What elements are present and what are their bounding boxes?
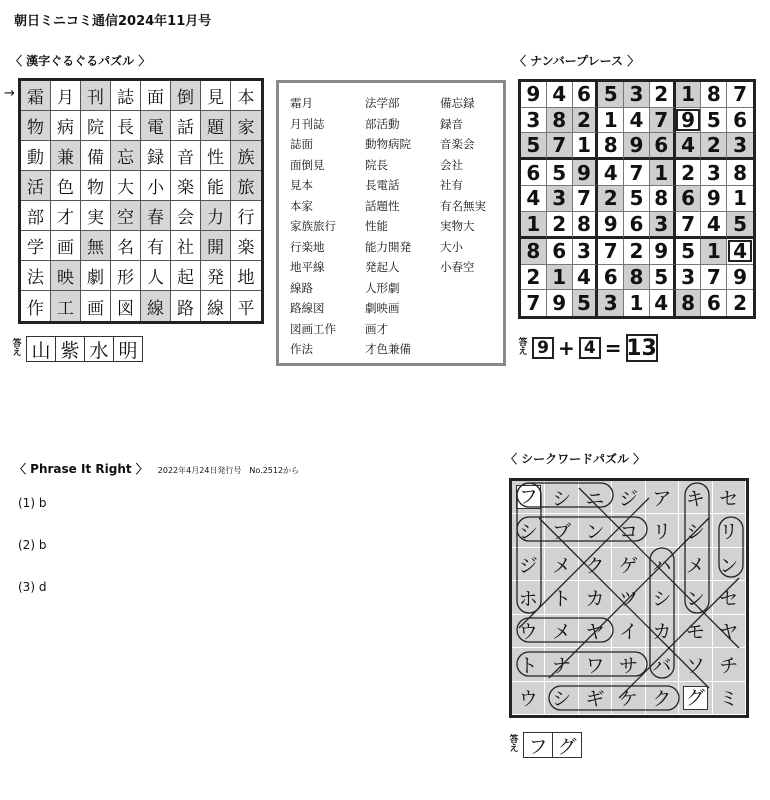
seek-word-cell: コ <box>612 514 645 547</box>
seek-word-circles <box>509 478 749 718</box>
kanji-cell: 電 <box>141 111 171 141</box>
word-list-item: 有名無実 <box>440 198 486 213</box>
kanji-cell: 話 <box>171 111 201 141</box>
kanji-cell: 有 <box>141 231 171 261</box>
kanji-cell: 名 <box>111 231 141 261</box>
sudoku-cell: 5 <box>547 160 573 186</box>
word-list-item: 月刊誌 <box>290 116 325 131</box>
seek-word-cell: ン <box>579 514 612 547</box>
seek-word-cell: シ <box>646 581 679 614</box>
kanji-cell: 春 <box>141 201 171 231</box>
sudoku-cell: 9 <box>521 82 547 108</box>
sudoku-cell: 6 <box>701 290 727 316</box>
kanji-cell: 会 <box>171 201 201 231</box>
kanji-cell: 工 <box>51 291 81 321</box>
kanji-cell: 倒 <box>171 81 201 111</box>
sudoku-cell: 4 <box>701 212 727 239</box>
sudoku-cell: 5 <box>624 186 650 212</box>
number-place-title: 〈 ナンバープレース 〉 <box>514 54 640 68</box>
seek-word-cell: ニ <box>579 481 612 514</box>
answer-label: 答え <box>518 338 528 357</box>
kanji-cell: 兼 <box>51 141 81 171</box>
answer-box: 明 <box>113 336 143 362</box>
equals-sign: = <box>604 336 622 360</box>
seek-word-cell: メ <box>679 548 712 581</box>
sudoku-cell: 5 <box>727 212 753 239</box>
kanji-cell: 人 <box>141 261 171 291</box>
seek-word-cell: バ <box>646 648 679 681</box>
word-list-item: 見本 <box>290 178 313 192</box>
seek-word-cell: ン <box>679 581 712 614</box>
kanji-cell: 物 <box>81 171 111 201</box>
sudoku-cell: 5 <box>701 108 727 134</box>
seek-word-cell: カ <box>579 581 612 614</box>
sudoku-cell: 5 <box>598 82 624 108</box>
kanji-cell: 大 <box>111 171 141 201</box>
seek-word-cell: ジ <box>512 548 545 581</box>
sudoku-boxed-digit: 4 <box>728 240 752 262</box>
sudoku-cell: 2 <box>676 160 702 186</box>
sudoku-cell: 1 <box>573 133 599 160</box>
kanji-cell: 小 <box>141 171 171 201</box>
sudoku-cell: 6 <box>727 108 753 134</box>
sudoku-cell: 1 <box>521 212 547 239</box>
seek-word-cell: シ <box>512 514 545 547</box>
word-circle <box>517 483 613 507</box>
answer-box: 紫 <box>55 336 85 362</box>
kanji-cell: 開 <box>201 231 231 261</box>
sudoku-cell: 8 <box>650 186 676 212</box>
sudoku-cell: 7 <box>598 239 624 265</box>
sudoku-grid <box>518 79 756 319</box>
kanji-cell: 長 <box>111 111 141 141</box>
sudoku-cell: 8 <box>547 108 573 134</box>
word-list-item: 図画工作 <box>290 321 336 336</box>
sudoku-cell: 8 <box>727 160 753 186</box>
word-list-column-3 <box>440 93 486 278</box>
answer-box: グ <box>552 732 582 758</box>
kanji-puzzle-title: 〈 漢字ぐるぐるパズル 〉 <box>10 54 151 68</box>
sudoku-cell <box>727 239 753 265</box>
kanji-cell: 無 <box>81 231 111 261</box>
kanji-cell: 形 <box>111 261 141 291</box>
sudoku-cell: 1 <box>676 82 702 108</box>
sudoku-cell: 9 <box>650 239 676 265</box>
answer-box: 山 <box>26 336 56 362</box>
sudoku-cell: 4 <box>547 82 573 108</box>
sudoku-cell: 2 <box>521 265 547 291</box>
seek-word-cell: ト <box>512 648 545 681</box>
word-list-item: 録音 <box>440 116 463 131</box>
answer-label: 答え <box>509 735 519 754</box>
sudoku-cell: 7 <box>727 82 753 108</box>
kanji-answer <box>12 336 142 362</box>
answer-result: 13 <box>626 335 657 361</box>
sudoku-cell: 7 <box>573 186 599 212</box>
sudoku-cell: 1 <box>701 239 727 265</box>
sudoku-cell: 3 <box>650 212 676 239</box>
sudoku-cell: 7 <box>650 108 676 134</box>
seek-word-cell: ハ <box>646 548 679 581</box>
seek-word-cell: ケ <box>612 682 645 715</box>
answer-box: フ <box>523 732 553 758</box>
seek-word-cell: サ <box>612 648 645 681</box>
word-list-column-1 <box>290 93 336 360</box>
sudoku-cell: 9 <box>598 212 624 239</box>
seek-word-cell: ブ <box>545 514 578 547</box>
word-circle <box>517 483 541 613</box>
kanji-cell: 図 <box>111 291 141 321</box>
sudoku-cell: 6 <box>598 265 624 291</box>
sudoku-cell: 1 <box>547 265 573 291</box>
kanji-cell: 楽 <box>231 231 261 261</box>
sudoku-cell: 3 <box>624 82 650 108</box>
seek-word-cell: イ <box>612 615 645 648</box>
sudoku-cell: 9 <box>573 160 599 186</box>
seek-word-cell: ホ <box>512 581 545 614</box>
kanji-cell: 画 <box>51 231 81 261</box>
seek-word-cell: ジ <box>612 481 645 514</box>
sudoku-cell: 6 <box>676 186 702 212</box>
sudoku-cell: 4 <box>573 265 599 291</box>
sudoku-cell: 2 <box>547 212 573 239</box>
word-circle <box>719 517 743 577</box>
seek-word-cell: リ <box>646 514 679 547</box>
seek-word-cell: ウ <box>512 615 545 648</box>
seek-word-cell: ゲ <box>612 548 645 581</box>
seek-word-cell: カ <box>646 615 679 648</box>
sudoku-cell: 8 <box>701 82 727 108</box>
sudoku-cell: 1 <box>598 108 624 134</box>
word-list-item: 人形劇 <box>365 280 400 295</box>
kanji-cell: 力 <box>201 201 231 231</box>
sudoku-cell: 1 <box>727 186 753 212</box>
kanji-cell: 活 <box>21 171 51 201</box>
sudoku-cell: 6 <box>547 239 573 265</box>
kanji-cell: 録 <box>141 141 171 171</box>
word-list-item: 発起人 <box>365 260 400 274</box>
sudoku-cell: 9 <box>701 186 727 212</box>
sudoku-cell: 4 <box>521 186 547 212</box>
kanji-cell: 学 <box>21 231 51 261</box>
word-list-item: 社有 <box>440 178 463 192</box>
sudoku-cell: 5 <box>573 290 599 316</box>
word-list-item: 部活動 <box>365 116 400 131</box>
sudoku-cell: 2 <box>624 239 650 265</box>
phrase-source: 2022年4月24日発行号 No.2512から <box>157 466 300 475</box>
kanji-cell: 劇 <box>81 261 111 291</box>
kanji-cell: 社 <box>171 231 201 261</box>
seek-word-answer <box>509 732 581 758</box>
word-list-column-2 <box>365 93 411 360</box>
sudoku-cell: 4 <box>598 160 624 186</box>
sudoku-cell: 1 <box>624 290 650 316</box>
number-place-answer <box>518 334 658 362</box>
kanji-cell: 家 <box>231 111 261 141</box>
word-list-item: 家族旅行 <box>290 219 336 233</box>
sudoku-cell: 9 <box>727 265 753 291</box>
seek-word-cell: ク <box>646 682 679 715</box>
phrase-answer-2: (2) b <box>18 538 47 552</box>
kanji-cell: 色 <box>51 171 81 201</box>
sudoku-cell: 6 <box>650 133 676 160</box>
sudoku-cell: 2 <box>650 82 676 108</box>
sudoku-cell: 8 <box>573 212 599 239</box>
word-list-item: 会社 <box>440 157 463 172</box>
kanji-cell: 法 <box>21 261 51 291</box>
seek-word-cell: ウ <box>512 682 545 715</box>
seek-word-cell: シ <box>545 481 578 514</box>
kanji-cell: 誌 <box>111 81 141 111</box>
sudoku-cell: 9 <box>547 290 573 316</box>
kanji-cell: 線 <box>201 291 231 321</box>
seek-word-cell: モ <box>679 615 712 648</box>
sudoku-cell: 3 <box>701 160 727 186</box>
word-circle <box>650 548 674 678</box>
diagonal-mark <box>619 578 739 698</box>
answer-box: 水 <box>84 336 114 362</box>
kanji-cell: 題 <box>201 111 231 141</box>
sudoku-cell: 3 <box>676 265 702 291</box>
seek-word-cell: リ <box>713 514 746 547</box>
kanji-cell: 動 <box>21 141 51 171</box>
kanji-grid <box>18 78 264 324</box>
start-arrow-icon: → <box>4 86 15 101</box>
word-list-item: 実物大 <box>440 219 475 233</box>
phrase-answer-1: (1) b <box>18 496 47 510</box>
sudoku-cell: 8 <box>521 239 547 265</box>
sudoku-cell: 1 <box>650 160 676 186</box>
kanji-cell: 能 <box>201 171 231 201</box>
word-circle <box>517 652 647 676</box>
sudoku-cell <box>676 108 702 134</box>
kanji-cell: 行 <box>231 201 261 231</box>
word-list-item: 画才 <box>365 321 388 336</box>
word-list-item: 面倒見 <box>290 157 325 172</box>
kanji-answer-boxes <box>26 336 142 362</box>
kanji-cell: 備 <box>81 141 111 171</box>
sudoku-cell: 3 <box>547 186 573 212</box>
answer-digit-a: 9 <box>532 337 554 359</box>
seek-word-cell: ミ <box>713 682 746 715</box>
page-title: 朝日ミニコミ通信2024年11月号 <box>14 14 212 29</box>
word-list-item: 性能 <box>365 219 388 233</box>
seek-word-cell: ク <box>579 548 612 581</box>
word-list-item: 才色兼備 <box>365 342 411 356</box>
seek-word-cell: ト <box>545 581 578 614</box>
seek-word-cell: ナ <box>545 648 578 681</box>
sudoku-cell: 3 <box>521 108 547 134</box>
phrase-title: 〈 Phrase It Right 〉 <box>14 462 148 476</box>
kanji-cell: 地 <box>231 261 261 291</box>
word-list-item: 行楽地 <box>290 239 325 254</box>
word-circle <box>685 483 709 613</box>
sudoku-cell: 7 <box>701 265 727 291</box>
kanji-cell: 楽 <box>171 171 201 201</box>
answer-digit-b: 4 <box>579 337 601 359</box>
seek-word-cell: シ <box>679 514 712 547</box>
sudoku-cell: 3 <box>573 239 599 265</box>
seek-word-cell: メ <box>545 548 578 581</box>
word-list-box <box>276 80 506 366</box>
seek-word-cell: ン <box>713 548 746 581</box>
seek-word-cell: ヤ <box>713 615 746 648</box>
word-list-item: 長電話 <box>365 178 400 192</box>
kanji-cell: 族 <box>231 141 261 171</box>
kanji-cell: 音 <box>171 141 201 171</box>
plus-sign: + <box>558 336 575 360</box>
kanji-cell: 空 <box>111 201 141 231</box>
kanji-cell: 映 <box>51 261 81 291</box>
seek-word-cell: ギ <box>579 682 612 715</box>
sudoku-cell: 5 <box>650 265 676 291</box>
sudoku-cell: 9 <box>624 133 650 160</box>
kanji-cell: 院 <box>81 111 111 141</box>
seek-word-cell: セ <box>713 481 746 514</box>
sudoku-cell: 8 <box>624 265 650 291</box>
sudoku-cell: 6 <box>624 212 650 239</box>
sudoku-cell: 6 <box>573 82 599 108</box>
seek-word-cell: ソ <box>679 648 712 681</box>
word-list-item: 備忘録 <box>440 96 475 110</box>
answer-label: 答え <box>12 339 22 358</box>
word-list-item: 霜月 <box>290 96 313 110</box>
kanji-cell: 忘 <box>111 141 141 171</box>
sudoku-cell: 7 <box>521 290 547 316</box>
seek-word-cell: ヤ <box>579 615 612 648</box>
kanji-cell: 発 <box>201 261 231 291</box>
kanji-cell: 才 <box>51 201 81 231</box>
seek-word-cell: キ <box>679 481 712 514</box>
seek-word-highlight-letter: フ <box>516 485 541 509</box>
sudoku-cell: 7 <box>547 133 573 160</box>
kanji-cell: 本 <box>231 81 261 111</box>
sudoku-cell: 5 <box>521 133 547 160</box>
sudoku-cell: 3 <box>598 290 624 316</box>
word-list-item: 小春空 <box>440 260 475 274</box>
seek-word-cell: シ <box>545 682 578 715</box>
seek-word-cell: セ <box>713 581 746 614</box>
kanji-cell: 起 <box>171 261 201 291</box>
word-list-item: 法学部 <box>365 96 400 110</box>
word-list-item: 劇映画 <box>365 301 400 315</box>
sudoku-cell: 2 <box>733 291 748 316</box>
sudoku-cell: 3 <box>727 133 753 160</box>
sudoku-cell: 8 <box>676 290 702 316</box>
kanji-cell: 刊 <box>81 81 111 111</box>
kanji-cell: 旅 <box>231 171 261 201</box>
word-list-item: 作法 <box>290 342 313 356</box>
seek-word-cell: ア <box>646 481 679 514</box>
word-circle <box>517 618 613 642</box>
kanji-cell: 見 <box>201 81 231 111</box>
kanji-cell: 実 <box>81 201 111 231</box>
sudoku-cell: 2 <box>598 186 624 212</box>
kanji-cell: 性 <box>201 141 231 171</box>
phrase-answer-3: (3) d <box>18 580 47 594</box>
sudoku-cell: 4 <box>650 290 676 316</box>
word-list-item: 大小 <box>440 239 463 254</box>
sudoku-cell: 7 <box>676 212 702 239</box>
kanji-cell: 線 <box>141 291 171 321</box>
word-list-item: 線路 <box>290 280 313 295</box>
kanji-cell: 平 <box>237 298 255 319</box>
kanji-cell: 作 <box>21 291 51 321</box>
word-list-item: 能力開発 <box>365 239 411 254</box>
word-circle <box>549 686 679 710</box>
kanji-cell: 部 <box>21 201 51 231</box>
seek-word-cell: ワ <box>579 648 612 681</box>
phrase-header <box>14 460 299 477</box>
word-list-item: 音楽会 <box>440 137 475 151</box>
word-list-item: 本家 <box>290 198 313 213</box>
seek-word-cell: ツ <box>612 581 645 614</box>
sudoku-cell: 2 <box>573 108 599 134</box>
kanji-cell: 画 <box>81 291 111 321</box>
word-list-item: 地平線 <box>290 260 325 274</box>
word-list-item: 動物病院 <box>365 137 411 151</box>
sudoku-cell: 5 <box>676 239 702 265</box>
kanji-cell: 月 <box>51 81 81 111</box>
kanji-cell: 路 <box>171 291 201 321</box>
seek-word-answer-boxes <box>523 732 581 758</box>
seek-word-cell: チ <box>713 648 746 681</box>
word-list-item: 誌面 <box>290 137 313 151</box>
word-list-item: 路線図 <box>290 301 325 315</box>
sudoku-cell: 8 <box>598 133 624 160</box>
sudoku-cell: 7 <box>624 160 650 186</box>
kanji-cell: 病 <box>51 111 81 141</box>
seek-word-title: 〈 シークワードパズル 〉 <box>505 452 646 466</box>
kanji-cell: 物 <box>21 111 51 141</box>
word-list-item: 話題性 <box>365 198 400 213</box>
sudoku-boxed-digit: 9 <box>676 109 700 131</box>
kanji-cell: 霜 <box>21 81 51 111</box>
kanji-cell: 面 <box>141 81 171 111</box>
sudoku-cell: 4 <box>624 108 650 134</box>
seek-word-cell: メ <box>545 615 578 648</box>
sudoku-cell: 2 <box>701 133 727 160</box>
word-list-item: 院長 <box>365 157 388 172</box>
sudoku-cell: 4 <box>676 133 702 160</box>
seek-word-highlight-letter: グ <box>683 686 708 710</box>
sudoku-cell: 6 <box>521 160 547 186</box>
